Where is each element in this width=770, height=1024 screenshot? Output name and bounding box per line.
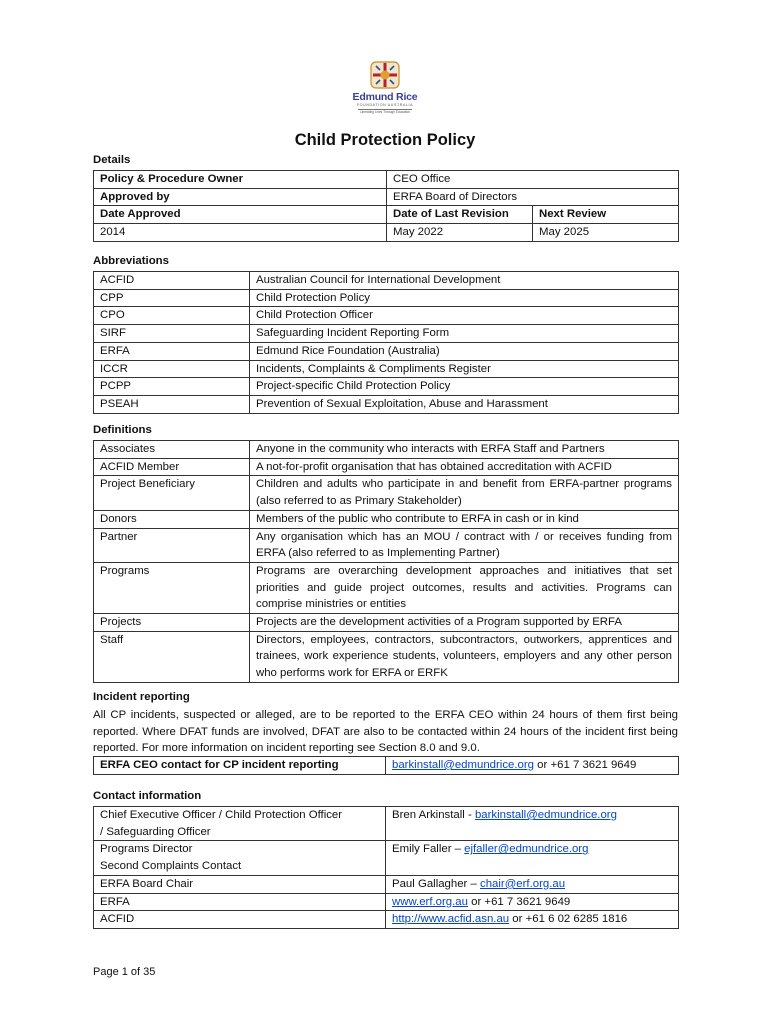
definition-term: Programs	[94, 562, 250, 613]
abbr-cell: SIRF	[94, 325, 250, 343]
edmund-rice-logo	[352, 58, 418, 128]
abbr-cell: ICCR	[94, 360, 250, 378]
logo-tagline: Liberating Lives Through Education	[359, 110, 411, 114]
ceo-role-line: / Safeguarding Officer	[100, 825, 211, 838]
abbr-meaning: Prevention of Sexual Exploitation, Abuse and Harassment	[250, 395, 679, 413]
acfid-website-link[interactable]: http://www.acfid.asn.au	[392, 913, 510, 926]
contact-table	[93, 806, 679, 929]
chair-name: Paul Gallagher –	[392, 877, 481, 890]
abbr-cell: ACFID	[94, 272, 250, 290]
owner-value: CEO Office	[387, 171, 679, 189]
abbr-meaning: Child Protection Officer	[250, 307, 679, 325]
details-table	[93, 170, 679, 242]
approved-by-value: ERFA Board of Directors	[387, 188, 679, 206]
table-row	[94, 614, 679, 632]
incident-contact-value	[386, 757, 679, 775]
owner-label: Policy & Procedure Owner	[94, 171, 387, 189]
contact-heading: Contact information	[93, 790, 202, 802]
abbr-meaning: Child Protection Policy	[250, 289, 679, 307]
abbreviations-heading: Abbreviations	[93, 255, 169, 267]
contact-role	[94, 807, 386, 841]
pd-email-link[interactable]: ejfaller@edmundrice.org	[464, 843, 589, 856]
abbr-meaning: Project-specific Child Protection Policy	[250, 378, 679, 396]
table-row	[94, 206, 679, 224]
logo-name: Edmund Rice	[352, 91, 418, 103]
definitions-heading: Definitions	[93, 424, 152, 436]
page-title: Child Protection Policy	[294, 131, 476, 149]
chair-email-link[interactable]: chair@erf.org.au	[480, 877, 566, 890]
date-approved-value: 2014	[94, 224, 387, 242]
table-row	[94, 441, 679, 459]
abbr-meaning: Edmund Rice Foundation (Australia)	[250, 342, 679, 360]
contact-detail	[386, 875, 679, 893]
table-row	[94, 476, 679, 510]
contact-role: ACFID	[94, 911, 386, 929]
next-review-label: Next Review	[533, 206, 679, 224]
abbr-cell: PCPP	[94, 378, 250, 396]
last-revision-label: Date of Last Revision	[387, 206, 533, 224]
definition-text: Children and adults who participate in and benefit from ERFA-partner programs (also referred to as Primary Stakeholder)	[250, 476, 679, 510]
table-row	[94, 395, 679, 413]
definition-text: Members of the public who contribute to ERFA in cash or in kind	[250, 510, 679, 528]
page-number: Page 1 of 35	[93, 966, 156, 978]
table-row	[94, 510, 679, 528]
ceo-email-link[interactable]: barkinstall@edmundrice.org	[392, 759, 534, 771]
definitions-table	[93, 440, 679, 683]
definition-term: Staff	[94, 631, 250, 682]
definition-text: Directors, employees, contractors, subcontractors, outworkers, apprentices and trainees, work experience students, volunteers, employers and any other person who performs work for ERFA or ERFK	[250, 631, 679, 682]
date-approved-label: Date Approved	[94, 206, 387, 224]
definition-text: Programs are overarching development approaches and initiatives that set priorities and guide project outcomes, results and activities. Programs can comprise ministries or entities	[250, 562, 679, 613]
definition-term: Partner	[94, 528, 250, 562]
ceo-contact-email-link[interactable]: barkinstall@edmundrice.org	[474, 809, 617, 821]
definition-text: Any organisation which has an MOU / contract with / or receives funding from ERFA (also referred to as Implementing Partner)	[250, 528, 679, 562]
logo-subtitle: FOUNDATION AUSTRALIA	[356, 103, 414, 107]
incident-heading: Incident reporting	[93, 691, 190, 703]
details-heading: Details	[93, 154, 131, 166]
contact-role: ERFA	[94, 893, 386, 911]
table-row	[94, 342, 679, 360]
definition-text: Anyone in the community who interacts with ERFA Staff and Partners	[250, 441, 679, 459]
contact-detail	[386, 807, 679, 841]
table-row	[94, 224, 679, 242]
definition-term: Projects	[94, 614, 250, 632]
definition-term: Donors	[94, 510, 250, 528]
abbr-cell: PSEAH	[94, 395, 250, 413]
ceo-name: Bren Arkinstall -	[392, 809, 475, 821]
table-row	[94, 171, 679, 189]
erfa-website-link[interactable]: www.erf.org.au	[392, 895, 468, 908]
table-row	[94, 757, 679, 775]
abbr-meaning: Incidents, Complaints & Compliments Register	[250, 360, 679, 378]
table-row	[94, 528, 679, 562]
ceo-phone: or +61 7 3621 9649	[534, 759, 637, 771]
pd-role-line: Programs Director	[100, 843, 193, 856]
definition-term: ACFID Member	[94, 458, 250, 476]
table-row	[94, 458, 679, 476]
next-review-value: May 2025	[533, 224, 679, 242]
definition-text: A not-for-profit organisation that has obtained accreditation with ACFID	[250, 458, 679, 476]
table-row	[94, 378, 679, 396]
abbr-meaning: Safeguarding Incident Reporting Form	[250, 325, 679, 343]
abbr-meaning: Australian Council for International Development	[250, 272, 679, 290]
table-row	[94, 841, 679, 875]
approved-by-label: Approved by	[94, 188, 387, 206]
table-row	[94, 911, 679, 929]
incident-contact-table	[93, 756, 679, 775]
table-row	[94, 360, 679, 378]
table-row	[94, 289, 679, 307]
incident-paragraph: All CP incidents, suspected or alleged, are to be reported to the ERFA CEO within 24 hours of them first being reported. Where DFAT funds are involved, DFAT are also to be contacted within 24 hours of the incident first being reported. For more information on incident reporting see Section 8.0 and 9.0.	[93, 709, 678, 755]
contact-role	[94, 841, 386, 875]
abbr-cell: ERFA	[94, 342, 250, 360]
erfa-phone: or +61 7 3621 9649	[467, 895, 571, 908]
table-row	[94, 807, 679, 841]
contact-role: ERFA Board Chair	[94, 875, 386, 893]
table-row	[94, 272, 679, 290]
cross-emblem-icon	[367, 58, 403, 92]
abbr-cell: CPP	[94, 289, 250, 307]
contact-detail	[386, 841, 679, 875]
table-row	[94, 893, 679, 911]
contact-detail	[386, 893, 679, 911]
table-row	[94, 188, 679, 206]
table-row	[94, 307, 679, 325]
table-row	[94, 631, 679, 682]
acfid-phone: or +61 6 02 6285 1816	[509, 913, 628, 926]
definition-term: Project Beneficiary	[94, 476, 250, 510]
table-row	[94, 325, 679, 343]
incident-contact-label: ERFA CEO contact for CP incident reporting	[94, 757, 386, 775]
pd-name: Emily Faller –	[392, 843, 465, 856]
table-row	[94, 562, 679, 613]
last-revision-value: May 2022	[387, 224, 533, 242]
ceo-role-line: Chief Executive Officer / Child Protection Officer	[100, 809, 343, 821]
abbreviations-table	[93, 271, 679, 414]
abbr-cell: CPO	[94, 307, 250, 325]
definition-term: Associates	[94, 441, 250, 459]
pd-role-line: Second Complaints Contact	[100, 860, 242, 873]
definition-text: Projects are the development activities of a Program supported by ERFA	[250, 614, 679, 632]
contact-detail	[386, 911, 679, 929]
table-row	[94, 875, 679, 893]
